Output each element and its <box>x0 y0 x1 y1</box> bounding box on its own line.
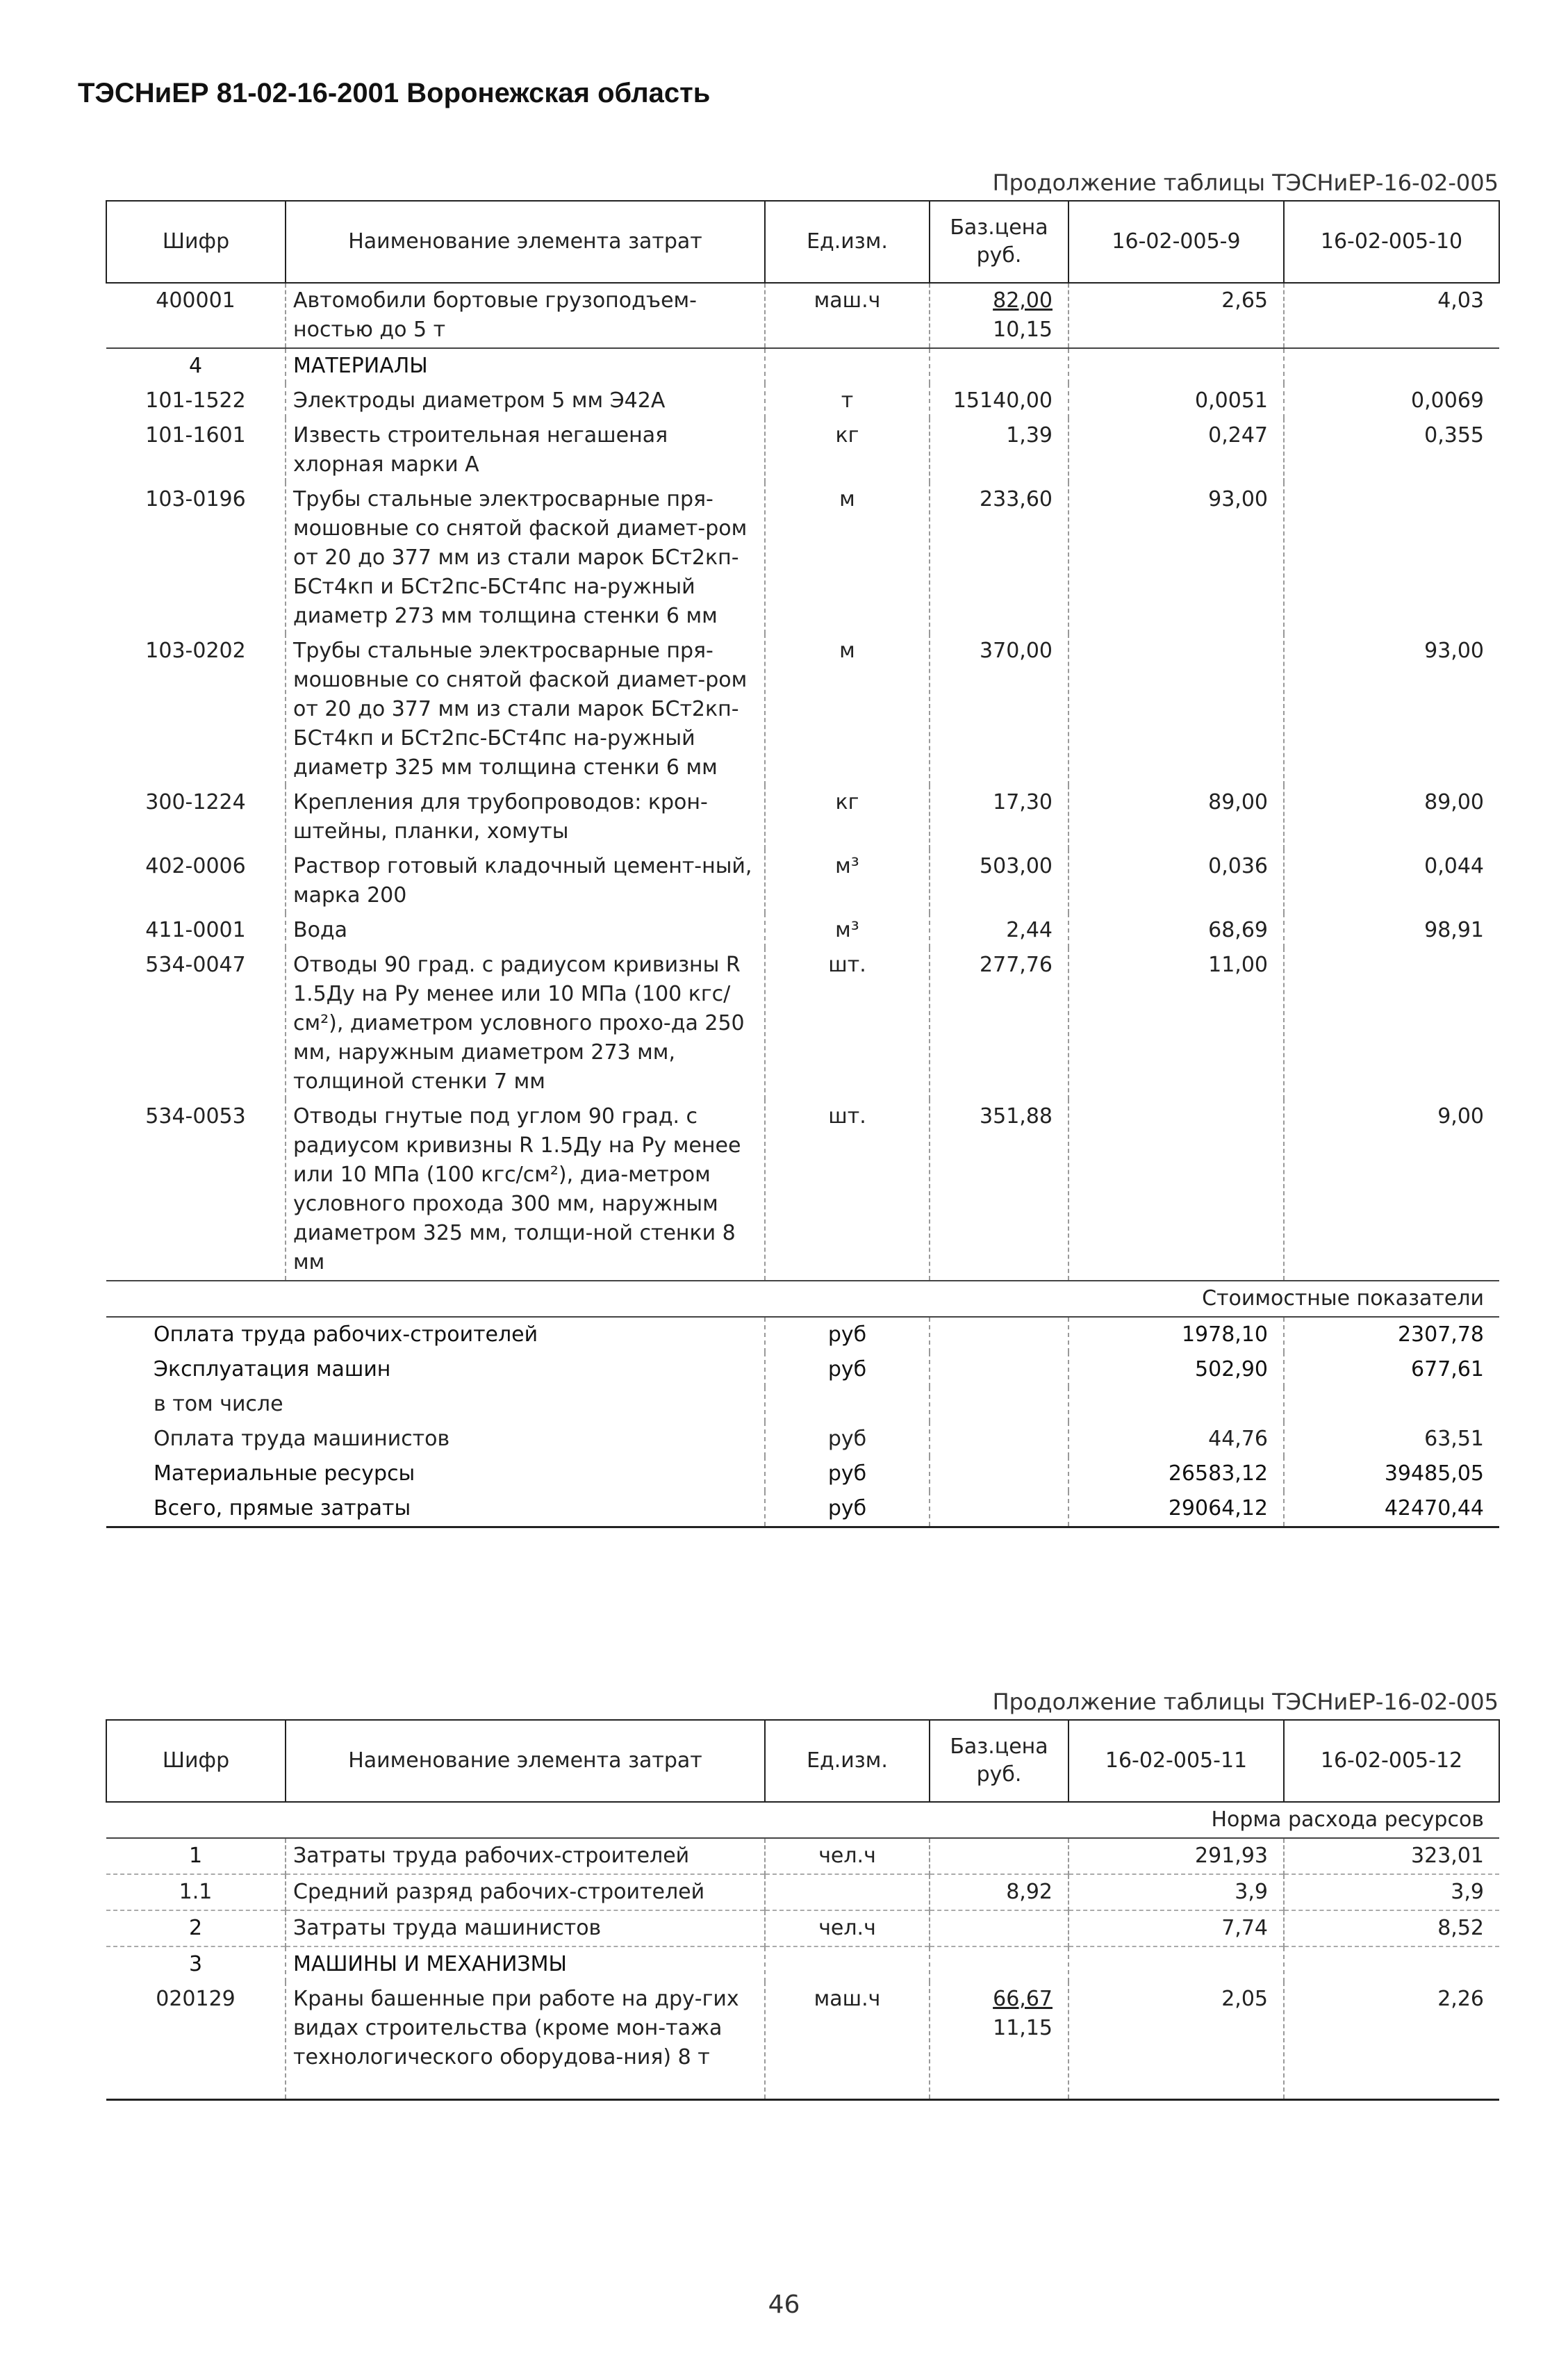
row-name: Затраты труда машинистов <box>286 1910 765 1946</box>
price-value-secondary: 10,15 <box>993 318 1053 342</box>
row-code: 534-0053 <box>145 1104 246 1129</box>
row-code: 534-0047 <box>145 953 246 977</box>
row-unit: чел.ч <box>765 1910 930 1946</box>
table-row <box>106 634 1499 785</box>
header-code: Шифр <box>106 1720 286 1802</box>
row-name: Вода <box>286 913 765 948</box>
row-value-9 <box>1068 1099 1284 1281</box>
row-code: 2 <box>106 1910 286 1946</box>
row-unit: маш.ч <box>765 1982 930 2100</box>
section-code: 4 <box>106 348 286 384</box>
row-value-11: 3,9 <box>1068 1874 1284 1910</box>
summary-value-10: 677,61 <box>1284 1352 1499 1387</box>
row-unit: м <box>765 634 930 785</box>
summary-value-9: 29064,12 <box>1068 1491 1284 1527</box>
row-value-12: 323,01 <box>1284 1838 1499 1874</box>
resource-table-2 <box>106 1719 1500 2101</box>
resource-table-1 <box>106 200 1500 1528</box>
summary-value-9: 1978,10 <box>1068 1317 1284 1352</box>
row-unit: чел.ч <box>765 1838 930 1874</box>
summary-label-row <box>106 1281 1499 1317</box>
section-row <box>106 1946 1499 1982</box>
norm-label-row <box>106 1802 1499 1838</box>
row-code: 101-1601 <box>145 423 246 448</box>
summary-value-10 <box>1284 1387 1499 1422</box>
row-price: 2,44 <box>930 913 1068 948</box>
row-unit: м³ <box>765 913 930 948</box>
row-name: Раствор готовый кладочный цемент-ный, марка 200 <box>286 849 765 913</box>
summary-row <box>106 1317 1499 1352</box>
row-code: 101-1522 <box>145 388 246 413</box>
table-row <box>106 1910 1499 1946</box>
table-row <box>106 1099 1499 1281</box>
summary-value-10: 42470,44 <box>1284 1491 1499 1527</box>
row-value-12: 8,52 <box>1284 1910 1499 1946</box>
row-price: 277,76 <box>930 948 1068 1099</box>
row-price: 503,00 <box>930 849 1068 913</box>
row-unit: шт. <box>765 948 930 1099</box>
row-unit <box>765 1874 930 1910</box>
row-name: Трубы стальные электросварные пря-мошовные со снятой фаской диамет-ром от 20 до 377 мм из стали марок БСт2кп-БСт4кп и БСт2пс-БСт4пс на-ружный диаметр 273 мм толщина стенки 6 мм <box>286 482 765 634</box>
row-name: Отводы 90 град. с радиусом кривизны R 1.5Ду на Ру менее или 10 МПа (100 кгс/см²), диаметром условного прохо-да 250 мм, наружным диаметром 273 мм, толщиной стенки 7 мм <box>286 948 765 1099</box>
summary-row <box>106 1352 1499 1387</box>
row-value-9: 68,69 <box>1068 913 1284 948</box>
row-value-11: 7,74 <box>1068 1910 1284 1946</box>
document-title: ТЭСНиЕР 81-02-16-2001 Воронежская область <box>78 78 711 108</box>
summary-value-10: 39485,05 <box>1284 1457 1499 1491</box>
row-value-12: 3,9 <box>1284 1874 1499 1910</box>
row-value-9: 93,00 <box>1068 482 1284 634</box>
table-row <box>106 384 1499 418</box>
table-row <box>106 482 1499 634</box>
row-price: 1,39 <box>930 418 1068 482</box>
row-name: Автомобили бортовые грузоподъем-ностью до 5 т <box>286 283 765 348</box>
summary-label: Стоимостные показатели <box>106 1281 1499 1317</box>
table2-continuation-label: Продолжение таблицы ТЭСНиЕР-16-02-005 <box>992 1689 1499 1715</box>
row-code: 1 <box>106 1838 286 1874</box>
summary-name: в том числе <box>154 1392 283 1416</box>
row-value-10: 0,355 <box>1284 418 1499 482</box>
header-col-10: 16-02-005-10 <box>1284 201 1499 283</box>
summary-unit: руб <box>765 1457 930 1491</box>
row-value-9: 0,036 <box>1068 849 1284 913</box>
norm-label: Норма расхода ресурсов <box>1211 1807 1484 1832</box>
row-value-10: 98,91 <box>1284 913 1499 948</box>
row-value-12: 2,26 <box>1284 1982 1499 2100</box>
row-name: Отводы гнутые под углом 90 град. с радиусом кривизны R 1.5Ду на Ру менее или 10 МПа (100 кгс/см²), диа-метром условного прохода 300 мм, наружным диаметром 325 мм, толщи-ной стенки 8 мм <box>286 1099 765 1281</box>
table-row <box>106 913 1499 948</box>
summary-value-10: 63,51 <box>1284 1422 1499 1457</box>
row-code: 103-0202 <box>145 639 246 663</box>
header-price: Баз.цена руб. <box>930 201 1068 283</box>
row-value-10 <box>1284 948 1499 1099</box>
table-row <box>106 785 1499 849</box>
summary-unit: руб <box>765 1422 930 1457</box>
summary-value-10: 2307,78 <box>1284 1317 1499 1352</box>
row-unit: кг <box>765 418 930 482</box>
header-code: Шифр <box>106 201 286 283</box>
row-price: 233,60 <box>930 482 1068 634</box>
row-name: Крепления для трубопроводов: крон-штейны, планки, хомуты <box>286 785 765 849</box>
row-unit: кг <box>765 785 930 849</box>
row-unit: шт. <box>765 1099 930 1281</box>
row-value-9: 11,00 <box>1068 948 1284 1099</box>
row-name: Затраты труда рабочих-строителей <box>286 1838 765 1874</box>
summary-row <box>106 1491 1499 1527</box>
page-number: 46 <box>768 2290 800 2319</box>
summary-value-9: 502,90 <box>1068 1352 1284 1387</box>
row-unit: т <box>765 384 930 418</box>
table1-continuation-label: Продолжение таблицы ТЭСНиЕР-16-02-005 <box>992 170 1499 196</box>
row-price: 8,92 <box>930 1874 1068 1910</box>
row-value-11: 2,05 <box>1068 1982 1284 2100</box>
row-value-9 <box>1068 634 1284 785</box>
summary-value-9 <box>1068 1387 1284 1422</box>
row-price: 15140,00 <box>930 384 1068 418</box>
row-price <box>930 1982 1068 2100</box>
header-col-11: 16-02-005-11 <box>1068 1720 1284 1802</box>
header-col-12: 16-02-005-12 <box>1284 1720 1499 1802</box>
row-value-11: 291,93 <box>1068 1838 1284 1874</box>
row-value-10: 89,00 <box>1284 785 1499 849</box>
row-value-9: 2,65 <box>1068 283 1284 348</box>
row-price: 17,30 <box>930 785 1068 849</box>
row-name: Краны башенные при работе на дру-гих видах строительства (кроме мон-тажа технологического оборудова-ния) 8 т <box>286 1982 765 2100</box>
table-row <box>106 948 1499 1099</box>
table-row <box>106 418 1499 482</box>
table-row <box>106 1982 1499 2100</box>
summary-name: Всего, прямые затраты <box>106 1491 765 1527</box>
table-row <box>106 1838 1499 1874</box>
row-unit: маш.ч <box>765 283 930 348</box>
header-name: Наименование элемента затрат <box>286 1720 765 1802</box>
row-value-9: 0,0051 <box>1068 384 1284 418</box>
row-code: 402-0006 <box>145 854 246 878</box>
row-price <box>930 1910 1068 1946</box>
row-code: 020129 <box>106 1982 286 2100</box>
row-value-10: 4,03 <box>1284 283 1499 348</box>
row-price: 370,00 <box>930 634 1068 785</box>
summary-name: Оплата труда машинистов <box>154 1427 450 1451</box>
summary-row <box>106 1422 1499 1457</box>
row-code: 411-0001 <box>145 918 246 942</box>
row-value-10: 9,00 <box>1284 1099 1499 1281</box>
table-row <box>106 849 1499 913</box>
summary-value-9: 26583,12 <box>1068 1457 1284 1491</box>
summary-name: Материальные ресурсы <box>154 1461 415 1486</box>
table-row <box>106 1874 1499 1910</box>
summary-row <box>106 1387 1499 1422</box>
header-unit: Ед.изм. <box>765 1720 930 1802</box>
row-price: 351,88 <box>930 1099 1068 1281</box>
price-value: 66,67 <box>993 1987 1053 2011</box>
row-price <box>930 1838 1068 1874</box>
header-unit: Ед.изм. <box>765 201 930 283</box>
header-price: Баз.цена руб. <box>930 1720 1068 1802</box>
row-name: Известь строительная негашеная хлорная марки А <box>286 418 765 482</box>
summary-unit: руб <box>765 1317 930 1352</box>
row-unit: м³ <box>765 849 930 913</box>
row-name: Электроды диаметром 5 мм Э42А <box>286 384 765 418</box>
row-name: Трубы стальные электросварные пря-мошовные со снятой фаской диамет-ром от 20 до 377 мм из стали марок БСт2кп-БСт4кп и БСт2пс-БСт4пс на-ружный диаметр 325 мм толщина стенки 6 мм <box>286 634 765 785</box>
row-name: Средний разряд рабочих-строителей <box>286 1874 765 1910</box>
table-row <box>106 283 1499 348</box>
summary-unit: руб <box>765 1352 930 1387</box>
row-value-10: 0,0069 <box>1284 384 1499 418</box>
row-value-10: 0,044 <box>1284 849 1499 913</box>
summary-unit: руб <box>765 1491 930 1527</box>
row-value-10: 93,00 <box>1284 634 1499 785</box>
summary-name: Оплата труда рабочих-строителей <box>106 1317 765 1352</box>
price-value-secondary: 11,15 <box>993 2016 1053 2040</box>
price-value: 82,00 <box>993 288 1053 313</box>
row-code: 300-1224 <box>145 790 246 814</box>
table1-header-row <box>106 201 1499 283</box>
row-code: 400001 <box>156 288 236 313</box>
section-title: МАТЕРИАЛЫ <box>286 348 765 384</box>
section-row <box>106 348 1499 384</box>
row-code: 103-0196 <box>145 487 246 511</box>
table2-header-row <box>106 1720 1499 1802</box>
summary-row <box>106 1457 1499 1491</box>
row-price <box>930 283 1068 348</box>
summary-value-9: 44,76 <box>1068 1422 1284 1457</box>
header-name: Наименование элемента затрат <box>286 201 765 283</box>
summary-unit <box>765 1387 930 1422</box>
row-code: 1.1 <box>106 1874 286 1910</box>
row-value-9: 0,247 <box>1068 418 1284 482</box>
section-title: МАШИНЫ И МЕХАНИЗМЫ <box>286 1946 765 1982</box>
row-unit: м <box>765 482 930 634</box>
header-col-9: 16-02-005-9 <box>1068 201 1284 283</box>
summary-name: Эксплуатация машин <box>154 1357 391 1381</box>
row-value-9: 89,00 <box>1068 785 1284 849</box>
row-value-10 <box>1284 482 1499 634</box>
section-code: 3 <box>106 1946 286 1982</box>
